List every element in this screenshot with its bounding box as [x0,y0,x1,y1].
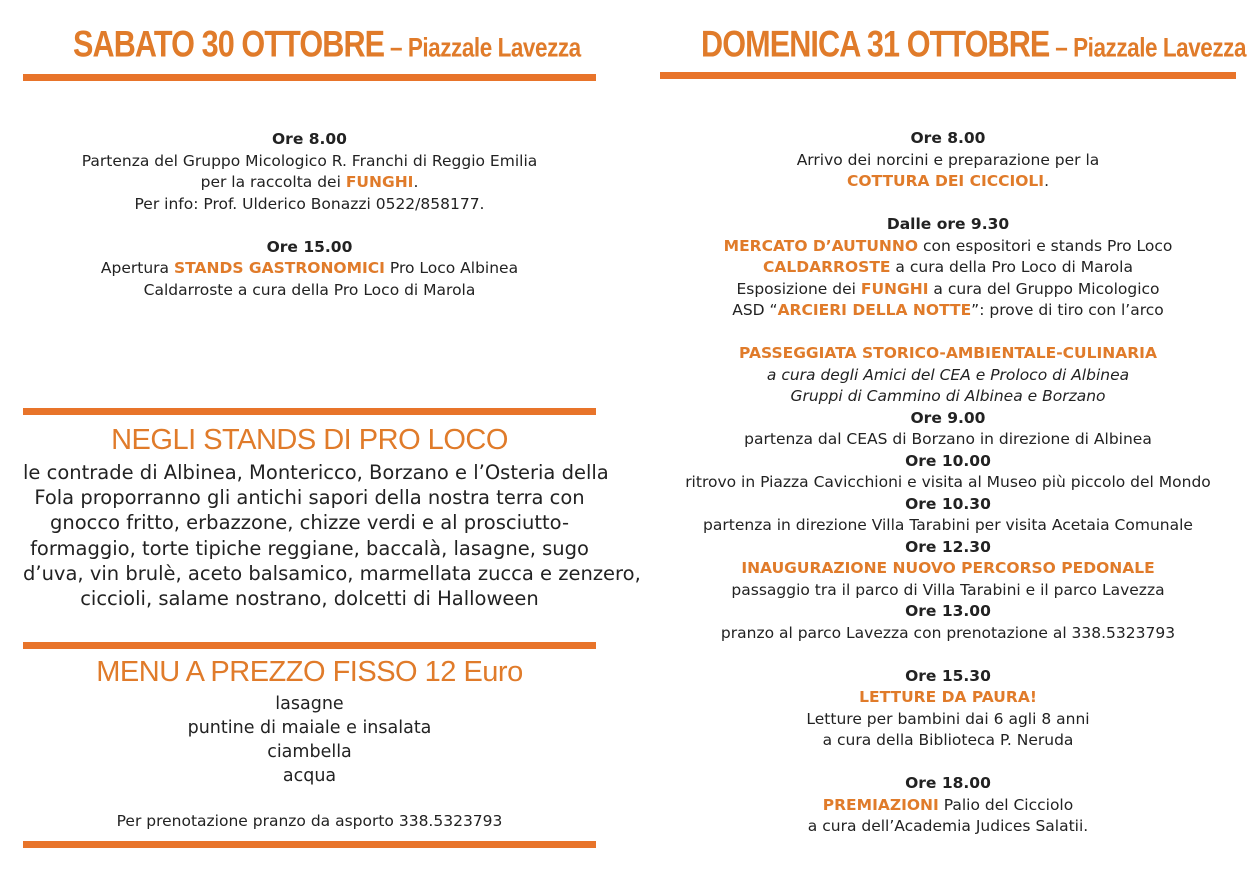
sunday-a-line1: Arrivo dei norcini e preparazione per la [796,150,1100,169]
saturday-event1-line1: Partenza del Gruppo Micologico R. Franchi di Reggio Emilia [81,151,538,170]
sunday-d-title: LETTURE DA PAURA! [859,688,1037,706]
sunday-walk-desc2: ritrovo in Piazza Cavicchioni e visita al Museo più piccolo del Mondo [685,473,1211,491]
stands-line: ciccioli, salame nostrano, dolcetti di Halloween [80,587,539,611]
menu-takeaway-text: Per prenotazione pranzo da asporto 338.5323793 [116,812,503,830]
sunday-walk-time4: Ore 12.30 [905,537,991,556]
sunday-walk-time5: Ore 13.00 [905,602,991,620]
sunday-walk-time1: Ore 9.00 [910,408,986,427]
sunday-title [701,24,1246,66]
saturday-title-place: Piazzale Lavezza [407,32,581,63]
stands-line: le contrade di Albinea, Montericco, Borzano e l’Osteria della [23,461,609,484]
stands-line: formaggio, torte tipiche reggiane, baccalà, lasagne, sugo [30,536,589,560]
saturday-title-date: SABATO 30 OTTOBRE [73,24,385,66]
stands-line: Fola proporranno gli antichi sapori della nostra terra con [34,486,585,510]
sunday-title-dash: – [1049,32,1074,63]
sunday-b-line4: ASD “ARCIERI DELLA NOTTE”: prove di tiro con l’arco [732,301,1164,319]
saturday-title [73,24,581,66]
sunday-e-time: Ore 18.00 [905,774,991,792]
menu-item: acqua [282,766,337,786]
sunday-d-time: Ore 15.30 [905,666,991,685]
sunday-b-line1: MERCATO D’AUTUNNO con espositori e stands Pro Loco [723,236,1173,255]
menu-item: puntine di maiale e insalata [187,718,432,738]
menu-item: ciambella [267,742,352,762]
sunday-walk-title: PASSEGGIATA STORICO-AMBIENTALE-CULINARIA [739,344,1157,362]
sunday-walk-inauguration: INAUGURAZIONE NUOVO PERCORSO PEDONALE [741,559,1155,577]
sunday-walk-desc4: passaggio tra il parco di Villa Tarabini e il parco Lavezza [731,580,1165,599]
stands-line: d’uva, vin brulè, aceto balsamico, marmellata zucca e zenzero, [23,561,641,585]
sunday-walk-organizer1: a cura degli Amici del CEA e Proloco di Albinea [766,365,1130,384]
sunday-walk-organizer2: Gruppi di Cammino di Albinea e Borzano [790,387,1106,405]
menu-items [23,692,596,788]
saturday-event1-time: Ore 8.00 [272,130,347,148]
menu-heading: MENU A PREZZO FISSO 12 Euro [96,656,523,688]
sunday-b-time: Dalle ore 9.30 [886,215,1010,233]
sunday-e-line1: PREMIAZIONI Palio del Cicciolo [822,795,1074,814]
stands-heading: NEGLI STANDS DI PRO LOCO [111,424,508,456]
saturday-event1-line3: Per info: Prof. Ulderico Bonazzi 0522/858177. [134,194,485,213]
menu-item: lasagne [275,694,344,714]
sunday-b-line2: CALDARROSTE a cura della Pro Loco di Marola [763,258,1133,276]
sunday-a-time: Ore 8.00 [910,129,986,147]
saturday-title-divider [23,74,596,81]
saturday-title-dash: – [384,32,408,63]
sunday-title-date: DOMENICA 31 OTTOBRE [701,24,1050,66]
sunday-title-place: Piazzale Lavezza [1073,32,1247,63]
saturday-event2-line2: Caldarroste a cura della Pro Loco di Marola [143,280,476,299]
stands-line: gnocco fritto, erbazzone, chizze verdi e al prosciutto- [50,511,569,535]
sunday-d-line1: Letture per bambini dai 6 agli 8 anni [806,709,1090,728]
saturday-event1-line2: per la raccolta dei FUNGHI. [200,173,419,191]
sunday-b-line3: Esposizione dei FUNGHI a cura del Gruppo Micologico [736,279,1160,298]
sunday-title-divider [660,72,1236,79]
sunday-walk-desc1: partenza dal CEAS di Borzano in direzione di Albinea [744,430,1152,448]
stands-text [23,460,641,611]
sunday-walk-desc5: pranzo al parco Lavezza con prenotazione al 338.5323793 [720,623,1176,642]
menu-divider-bottom [23,841,596,848]
sunday-events [660,128,1236,838]
menu-divider-top [23,642,596,649]
sunday-walk-desc3: partenza in direzione Villa Tarabini per visita Acetaia Comunale [703,516,1193,534]
stands-divider-top [23,408,596,415]
sunday-walk-time2: Ore 10.00 [905,451,991,470]
saturday-event2-line1: Apertura STANDS GASTRONOMICI Pro Loco Albinea [100,259,519,277]
sunday-e-line2: a cura dell’Academia Judices Salatii. [807,817,1089,835]
menu-takeaway [23,811,596,833]
sunday-d-line2: a cura della Biblioteca P. Neruda [822,731,1074,749]
sunday-walk-time3: Ore 10.30 [905,494,991,513]
sunday-a-line2: COTTURA DEI CICCIOLI. [846,172,1049,190]
saturday-events [23,129,596,301]
saturday-event2-time: Ore 15.00 [266,237,353,256]
